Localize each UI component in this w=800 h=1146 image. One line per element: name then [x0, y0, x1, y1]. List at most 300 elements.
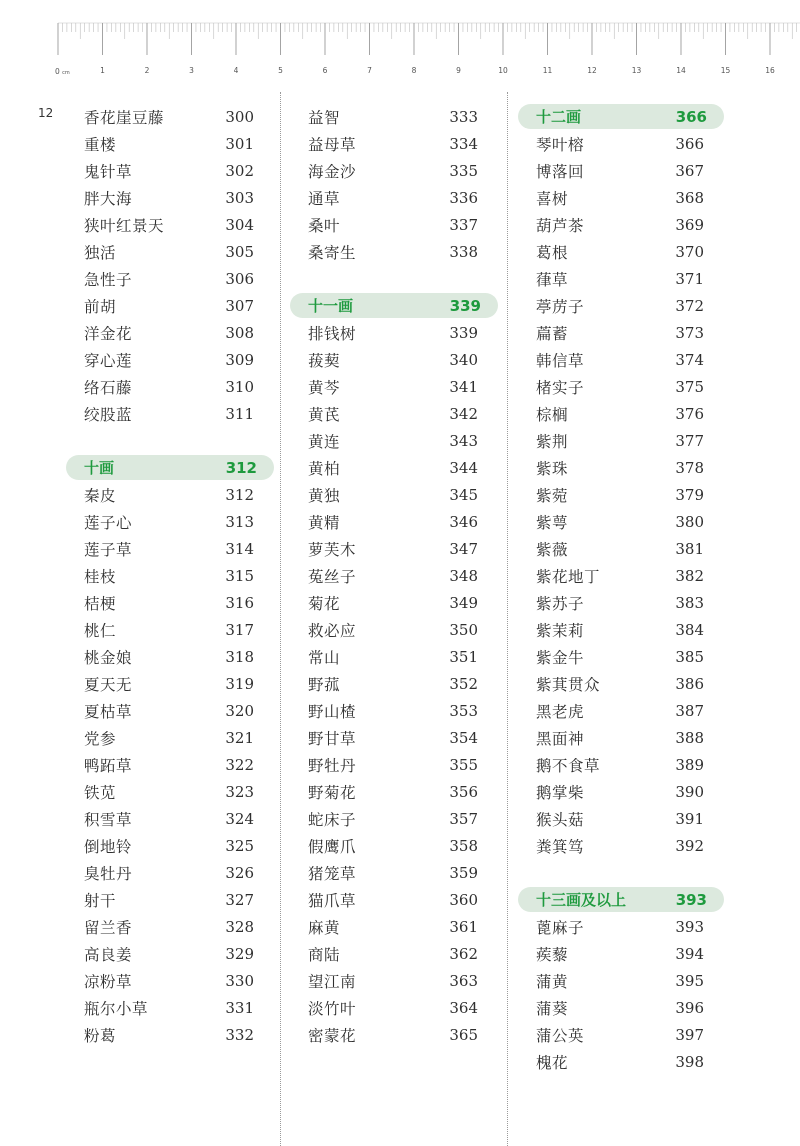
index-entry: [290, 400, 498, 427]
index-entry: [66, 265, 274, 292]
entry-page: 382: [675, 566, 704, 585]
entry-name: 黄芩: [308, 378, 341, 397]
entry-page: 325: [225, 836, 254, 855]
index-entry: [518, 1048, 724, 1075]
index-column-1: [66, 103, 274, 1048]
entry-name: 商陆: [308, 945, 341, 964]
entry-name: 黄柏: [308, 459, 341, 478]
index-entry: [290, 157, 498, 184]
index-entry: [66, 832, 274, 859]
entry-page: 380: [675, 512, 704, 531]
index-entry: [518, 697, 724, 724]
index-entry: [290, 1021, 498, 1048]
entry-name: 蛇床子: [308, 810, 357, 829]
ruler-ticks: [0, 0, 800, 64]
index-entry: [518, 508, 724, 535]
entry-page: 300: [225, 107, 254, 126]
index-entry: [66, 400, 274, 427]
entry-name: 黑面神: [536, 729, 585, 748]
entry-page: 327: [225, 890, 254, 909]
entry-name: 密蒙花: [308, 1026, 357, 1045]
index-entry: [290, 886, 498, 913]
entry-page: 351: [449, 647, 478, 666]
ruler-number: 10: [498, 66, 508, 75]
ruler-number: 15: [720, 66, 731, 75]
entry-page: 344: [449, 458, 478, 477]
entry-name: 葛根: [536, 243, 569, 262]
index-entry: [518, 940, 724, 967]
index-entry: [518, 319, 724, 346]
index-entry: [290, 724, 498, 751]
entry-page: 366: [675, 134, 704, 153]
entry-page: 317: [225, 620, 254, 639]
entry-page: 335: [449, 161, 478, 180]
entry-name: 倒地铃: [84, 837, 133, 856]
entry-page: 318: [225, 647, 254, 666]
entry-page: 304: [225, 215, 254, 234]
index-entry-list: [290, 103, 498, 265]
index-entry: [66, 994, 274, 1021]
index-entry: [518, 454, 724, 481]
index-entry: [290, 103, 498, 130]
entry-page: 310: [225, 377, 254, 396]
entry-name: 野菊花: [308, 783, 357, 802]
entry-page: 395: [675, 971, 704, 990]
entry-page: 377: [675, 431, 704, 450]
entry-name: 海金沙: [308, 162, 357, 181]
index-entry: [518, 832, 724, 859]
entry-name: 紫珠: [536, 459, 569, 478]
index-entry: [66, 913, 274, 940]
section-gap: [518, 859, 724, 886]
index-entry: [66, 211, 274, 238]
entry-page: 348: [449, 566, 478, 585]
entry-name: 萹蓄: [536, 324, 569, 343]
entry-name: 紫苏子: [536, 594, 585, 613]
entry-name: 穿心莲: [84, 351, 133, 370]
entry-page: 357: [449, 809, 478, 828]
index-entry-list: [518, 130, 724, 859]
entry-name: 鬼针草: [84, 162, 133, 181]
entry-page: 360: [449, 890, 478, 909]
index-entry: [290, 913, 498, 940]
entry-name: 桃仁: [84, 621, 117, 640]
ruler-zero-label: [55, 67, 70, 76]
entry-name: 野甘草: [308, 729, 357, 748]
entry-name: 秦皮: [84, 486, 117, 505]
entry-name: 黄精: [308, 513, 341, 532]
index-entry: [290, 940, 498, 967]
entry-page: 364: [449, 998, 478, 1017]
index-entry: [290, 346, 498, 373]
entry-page: 322: [225, 755, 254, 774]
entry-page: 370: [675, 242, 704, 261]
entry-name: 蒺藜: [536, 945, 569, 964]
entry-name: 望江南: [308, 972, 357, 991]
ruler-unit: cm: [62, 70, 70, 76]
entry-name: 韩信草: [536, 351, 585, 370]
entry-page: 302: [225, 161, 254, 180]
index-entry: [518, 562, 724, 589]
entry-page: 398: [675, 1052, 704, 1071]
index-entry-list: [518, 913, 724, 1075]
index-column-2: [290, 103, 498, 1048]
entry-name: 夏天无: [84, 675, 133, 694]
entry-page: 340: [449, 350, 478, 369]
entry-name: 桑叶: [308, 216, 341, 235]
entry-page: 372: [675, 296, 704, 315]
entry-page: 367: [675, 161, 704, 180]
entry-page: 369: [675, 215, 704, 234]
entry-page: 390: [675, 782, 704, 801]
index-entry: [290, 454, 498, 481]
entry-name: 野牡丹: [308, 756, 357, 775]
entry-name: 桃金娘: [84, 648, 133, 667]
entry-page: 339: [449, 323, 478, 342]
entry-page: 309: [225, 350, 254, 369]
entry-name: 琴叶榕: [536, 135, 585, 154]
entry-name: 菟丝子: [308, 567, 357, 586]
section-gap: [66, 427, 274, 454]
index-entry: [518, 643, 724, 670]
entry-name: 淡竹叶: [308, 999, 357, 1018]
section-header-11-strokes: [290, 293, 498, 318]
entry-page: 337: [449, 215, 478, 234]
ruler-number: 9: [456, 66, 461, 75]
entry-page: 387: [675, 701, 704, 720]
ruler-number: 7: [367, 66, 372, 75]
index-entry: [290, 184, 498, 211]
entry-name: 党参: [84, 729, 117, 748]
entry-page: 393: [675, 917, 704, 936]
entry-page: 365: [449, 1025, 478, 1044]
index-entry: [518, 481, 724, 508]
entry-name: 留兰香: [84, 918, 133, 937]
entry-name: 楮实子: [536, 378, 585, 397]
entry-page: 392: [675, 836, 704, 855]
entry-page: 331: [225, 998, 254, 1017]
entry-page: 349: [449, 593, 478, 612]
index-entry: [290, 967, 498, 994]
entry-name: 菊花: [308, 594, 341, 613]
entry-page: 346: [449, 512, 478, 531]
entry-name: 独活: [84, 243, 117, 262]
entry-page: 350: [449, 620, 478, 639]
entry-name: 喜树: [536, 189, 569, 208]
entry-page: 381: [675, 539, 704, 558]
entry-name: 洋金花: [84, 324, 133, 343]
entry-name: 菝葜: [308, 351, 341, 370]
entry-name: 救必应: [308, 621, 357, 640]
index-entry: [518, 724, 724, 751]
ruler-number: 8: [411, 66, 417, 75]
entry-name: 猪笼草: [308, 864, 357, 883]
entry-page: 355: [449, 755, 478, 774]
entry-page: 356: [449, 782, 478, 801]
ruler-number: 6: [322, 66, 328, 75]
index-entry: [290, 427, 498, 454]
entry-name: 紫薇: [536, 540, 569, 559]
entry-page: 354: [449, 728, 478, 747]
ruler: [0, 0, 800, 80]
entry-page: 385: [675, 647, 704, 666]
section-title: 十画: [84, 459, 115, 477]
entry-page: 376: [675, 404, 704, 423]
entry-name: 常山: [308, 648, 341, 667]
entry-page: 316: [225, 593, 254, 612]
column-divider: [507, 92, 508, 1146]
entry-page: 315: [225, 566, 254, 585]
entry-name: 紫萼: [536, 513, 569, 532]
index-entry: [518, 373, 724, 400]
entry-name: 急性子: [84, 270, 133, 289]
entry-page: 386: [675, 674, 704, 693]
entry-name: 野菰: [308, 675, 341, 694]
entry-name: 益智: [308, 108, 341, 127]
entry-name: 益母草: [308, 135, 357, 154]
index-entry: [290, 832, 498, 859]
index-entry: [518, 1021, 724, 1048]
index-entry: [518, 751, 724, 778]
index-entry: [290, 535, 498, 562]
entry-page: 301: [225, 134, 254, 153]
entry-name: 紫萁贯众: [536, 675, 601, 694]
entry-name: 莲子草: [84, 540, 133, 559]
entry-page: 303: [225, 188, 254, 207]
entry-name: 猫爪草: [308, 891, 357, 910]
index-entry: [290, 589, 498, 616]
index-entry: [290, 778, 498, 805]
index-column-3: [518, 103, 724, 1075]
entry-page: 334: [449, 134, 478, 153]
entry-name: 瓶尔小草: [84, 999, 149, 1018]
index-entry: [66, 103, 274, 130]
entry-page: 324: [225, 809, 254, 828]
entry-page: 383: [675, 593, 704, 612]
section-gap: [290, 265, 498, 292]
index-entry: [66, 319, 274, 346]
index-entry: [66, 778, 274, 805]
index-entry: [518, 130, 724, 157]
entry-name: 鸭跖草: [84, 756, 133, 775]
ruler-number: 14: [676, 66, 686, 75]
index-entry: [290, 643, 498, 670]
entry-name: 夏枯草: [84, 702, 133, 721]
entry-page: 353: [449, 701, 478, 720]
ruler-number: 5: [278, 66, 283, 75]
entry-name: 蒲公英: [536, 1026, 585, 1045]
index-entry: [290, 670, 498, 697]
index-entry: [290, 562, 498, 589]
entry-name: 蓖麻子: [536, 918, 585, 937]
entry-page: 389: [675, 755, 704, 774]
entry-page: 347: [449, 539, 478, 558]
index-entry: [518, 265, 724, 292]
entry-page: 358: [449, 836, 478, 855]
entry-name: 紫金牛: [536, 648, 585, 667]
index-entry: [66, 373, 274, 400]
entry-page: 333: [449, 107, 478, 126]
index-entry: [66, 157, 274, 184]
index-entry: [518, 211, 724, 238]
index-entry: [290, 373, 498, 400]
entry-page: 321: [225, 728, 254, 747]
entry-page: 329: [225, 944, 254, 963]
entry-page: 323: [225, 782, 254, 801]
entry-page: 363: [449, 971, 478, 990]
index-entry: [66, 616, 274, 643]
entry-page: 359: [449, 863, 478, 882]
entry-page: 312: [225, 485, 254, 504]
index-entry: [518, 994, 724, 1021]
ruler-number: 0: [55, 67, 60, 76]
ruler-number: 1: [100, 66, 105, 75]
ruler-number: 12: [587, 66, 597, 75]
index-entry: [66, 967, 274, 994]
index-entry: [518, 805, 724, 832]
index-entry: [290, 238, 498, 265]
entry-page: 397: [675, 1025, 704, 1044]
entry-name: 紫菀: [536, 486, 569, 505]
index-entry: [290, 481, 498, 508]
index-entry: [66, 184, 274, 211]
section-page: 312: [225, 458, 257, 477]
index-entry: [518, 184, 724, 211]
entry-name: 葶苈子: [536, 297, 585, 316]
index-entry: [66, 886, 274, 913]
index-entry: [290, 508, 498, 535]
section-header-13-plus-strokes: [518, 887, 724, 912]
entry-name: 前胡: [84, 297, 117, 316]
index-entry: [290, 994, 498, 1021]
section-title: 十一画: [308, 297, 354, 315]
index-entry: [518, 616, 724, 643]
index-entry: [518, 535, 724, 562]
ruler-number: 2: [144, 66, 150, 75]
index-entry: [66, 130, 274, 157]
entry-page: 394: [675, 944, 704, 963]
entry-page: 311: [225, 404, 254, 423]
section-title: 十三画及以上: [536, 891, 627, 909]
section-header-12-strokes: [518, 104, 724, 129]
index-entry: [518, 346, 724, 373]
entry-name: 鹅不食草: [536, 756, 601, 775]
entry-page: 375: [675, 377, 704, 396]
entry-page: 307: [225, 296, 254, 315]
entry-page: 352: [449, 674, 478, 693]
entry-page: 338: [449, 242, 478, 261]
entry-name: 莲子心: [84, 513, 133, 532]
entry-name: 黑老虎: [536, 702, 585, 721]
entry-page: 388: [675, 728, 704, 747]
index-entry: [290, 319, 498, 346]
index-entry: [518, 292, 724, 319]
section-title: 十二画: [536, 108, 582, 126]
entry-page: 341: [449, 377, 478, 396]
entry-name: 桑寄生: [308, 243, 357, 262]
entry-page: 362: [449, 944, 478, 963]
entry-name: 野山楂: [308, 702, 357, 721]
ruler-number: 16: [765, 66, 775, 75]
ruler-number: 4: [233, 66, 239, 75]
index-entry-list: [66, 481, 274, 1048]
index-entry: [66, 1021, 274, 1048]
entry-page: 328: [225, 917, 254, 936]
index-entry: [66, 805, 274, 832]
entry-page: 371: [675, 269, 704, 288]
entry-name: 假鹰爪: [308, 837, 357, 856]
index-entry: [290, 859, 498, 886]
entry-name: 葎草: [536, 270, 569, 289]
entry-name: 狭叶红景天: [84, 216, 165, 235]
entry-name: 黄芪: [308, 405, 341, 424]
entry-name: 葫芦茶: [536, 216, 585, 235]
index-entry: [518, 157, 724, 184]
index-entry: [518, 589, 724, 616]
entry-name: 凉粉草: [84, 972, 133, 991]
entry-name: 络石藤: [84, 378, 133, 397]
entry-page: 345: [449, 485, 478, 504]
index-entry: [66, 724, 274, 751]
section-header-10-strokes: [66, 455, 274, 480]
index-entry: [66, 940, 274, 967]
entry-name: 排钱树: [308, 324, 357, 343]
entry-page: 379: [675, 485, 704, 504]
index-entry: [290, 751, 498, 778]
entry-name: 紫荆: [536, 432, 569, 451]
index-entry: [66, 535, 274, 562]
entry-page: 308: [225, 323, 254, 342]
entry-name: 绞股蓝: [84, 405, 133, 424]
index-entry-list: [66, 103, 274, 427]
index-entry-list: [290, 319, 498, 1048]
entry-name: 粪箕笃: [536, 837, 585, 856]
entry-page: 313: [225, 512, 254, 531]
entry-name: 高良姜: [84, 945, 133, 964]
entry-name: 萝芙木: [308, 540, 357, 559]
entry-name: 胖大海: [84, 189, 133, 208]
entry-page: 343: [449, 431, 478, 450]
index-entry: [66, 238, 274, 265]
entry-page: 332: [225, 1025, 254, 1044]
index-entry: [518, 427, 724, 454]
entry-page: 374: [675, 350, 704, 369]
entry-page: 306: [225, 269, 254, 288]
entry-name: 蒲葵: [536, 999, 569, 1018]
entry-name: 重楼: [84, 135, 117, 154]
entry-page: 342: [449, 404, 478, 423]
ruler-number: 11: [542, 66, 553, 75]
entry-name: 蒲黄: [536, 972, 569, 991]
entry-page: 330: [225, 971, 254, 990]
column-divider: [280, 92, 281, 1146]
entry-page: 396: [675, 998, 704, 1017]
section-page: 339: [449, 296, 481, 315]
entry-name: 积雪草: [84, 810, 133, 829]
index-entry: [518, 967, 724, 994]
entry-page: 320: [225, 701, 254, 720]
entry-page: 361: [449, 917, 478, 936]
entry-page: 305: [225, 242, 254, 261]
entry-name: 猴头菇: [536, 810, 585, 829]
index-entry: [290, 697, 498, 724]
entry-name: 麻黄: [308, 918, 341, 937]
index-entry: [518, 913, 724, 940]
entry-name: 槐花: [536, 1053, 569, 1072]
entry-page: 391: [675, 809, 704, 828]
index-entry: [518, 778, 724, 805]
index-entry: [66, 481, 274, 508]
